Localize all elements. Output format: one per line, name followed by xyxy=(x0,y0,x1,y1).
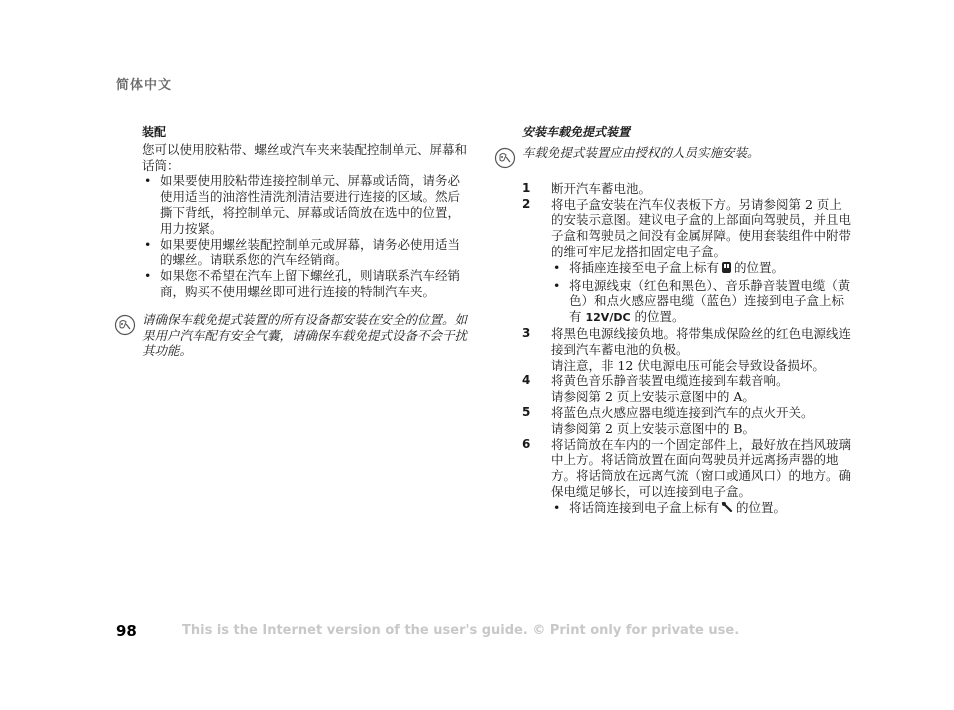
bullet-pre: 将话筒连接到电子盒上标有 xyxy=(569,499,720,515)
step-text: 将黑色电源线接负地。将带集成保险丝的红色电源线连接到汽车蓄电池的负极。 xyxy=(551,325,852,357)
right-column xyxy=(522,125,854,518)
note-text: 车载免提式装置应由授权的人员实施安装。 xyxy=(522,144,760,160)
list-item xyxy=(142,173,472,236)
step-3 xyxy=(522,326,854,373)
internet-version-notice: This is the Internet version of the user's guide. © Print only for private use. xyxy=(182,623,740,638)
step-number: 1 xyxy=(522,180,531,195)
plug-icon xyxy=(721,261,732,278)
bullet-post: 的位置。 xyxy=(734,259,785,275)
safety-note xyxy=(114,312,472,359)
bullet-pre: 将电源线束（红色和黑色）、音乐静音装置电缆（黄色）和点火感应器电缆（蓝色）连接到电子盒上标有 xyxy=(569,277,851,325)
step-extra: 请参阅第 2 页上安装示意图中的 B。 xyxy=(551,420,756,436)
step-text: 将电子盒安装在汽车仪表板下方。另请参阅第 2 页上的安装示意图。建议电子盒的上部面向驾驶员，并且电子盒和驾驶员之间没有金属屏障。使用套装组件中附带的维可牢尼龙搭扣固定电子盒。 xyxy=(551,196,852,259)
mounting-bullet-list xyxy=(142,173,472,299)
note-icon xyxy=(114,314,136,340)
install-steps xyxy=(522,181,854,518)
step-text: 将话筒放在车内的一个固定部件上，最好放在挡风玻璃中上方。将话筒放置在面向驾驶员并远离扬声器的地方。将话筒放在远离气流（窗口或通风口）的地方。确保电缆足够长，可以连接到电子盒。 xyxy=(551,436,852,499)
list-item xyxy=(142,268,472,300)
bullet-marker: • xyxy=(144,268,152,284)
bullet-marker: • xyxy=(553,259,561,275)
bullet-post: 的位置。 xyxy=(634,309,685,325)
mounting-intro: 您可以使用胶粘带、螺丝或汽车夹来装配控制单元、屏幕和话筒： xyxy=(142,141,468,173)
list-item xyxy=(551,260,854,278)
language-header: 简体中文 xyxy=(116,78,173,93)
step-2-bullets xyxy=(551,260,854,326)
step-text: 将蓝色点火感应器电缆连接到汽车的点火开关。 xyxy=(551,404,814,420)
section-title-mounting: 装配 xyxy=(142,125,167,139)
step-5 xyxy=(522,405,854,437)
step-text: 将黄色音乐静音装置电缆连接到车载音响。 xyxy=(551,373,789,389)
step-extra: 请注意，非 12 伏电源电压可能会导致设备损坏。 xyxy=(551,357,825,373)
note-text: 请确保车载免提式装置的所有设备都安装在安全的位置。如果用户汽车配有安全气囊，请确保车载免提式设备不会干扰其功能。 xyxy=(142,311,468,359)
power-label: 12V/DC xyxy=(585,311,631,325)
bullet-text: 如果要使用胶粘带连接控制单元、屏幕或话筒，请务必使用适当的油溶性清洗剂清洁要进行连接的区域。然后撕下背纸，将控制单元、屏幕或话筒放在选中的位置，用力按紧。 xyxy=(160,173,461,236)
note-icon xyxy=(494,147,516,173)
step-2 xyxy=(522,197,854,326)
step-1 xyxy=(522,181,854,197)
bullet-marker: • xyxy=(553,499,561,515)
list-item xyxy=(551,500,854,518)
bullet-marker: • xyxy=(144,173,152,189)
left-column xyxy=(142,125,472,359)
bullet-marker: • xyxy=(553,277,561,293)
section-title-install: 安装车载免提式装置 xyxy=(522,125,631,139)
page-number: 98 xyxy=(116,622,137,640)
step-text: 断开汽车蓄电池。 xyxy=(551,180,652,196)
step-6-bullets xyxy=(551,500,854,518)
step-extra: 请参阅第 2 页上安装示意图中的 A。 xyxy=(551,389,755,405)
step-number: 5 xyxy=(522,404,531,419)
step-number: 6 xyxy=(522,436,531,451)
bullet-post: 的位置。 xyxy=(736,499,787,515)
step-4 xyxy=(522,373,854,405)
bullet-marker: • xyxy=(144,236,152,252)
list-item xyxy=(142,237,472,269)
authorized-install-note xyxy=(494,145,854,171)
bullet-text: 如果您不希望在汽车上留下螺丝孔，则请联系汽车经销商，购买不使用螺丝即可进行连接的特制汽车夹。 xyxy=(160,268,461,299)
step-6 xyxy=(522,437,854,518)
step-number: 2 xyxy=(522,196,531,211)
list-item xyxy=(551,278,854,326)
microphone-icon xyxy=(721,501,734,518)
step-number: 4 xyxy=(522,373,531,388)
step-number: 3 xyxy=(522,325,531,340)
bullet-pre: 将插座连接至电子盒上标有 xyxy=(569,259,720,275)
bullet-text: 如果要使用螺丝装配控制单元或屏幕，请务必使用适当的螺丝。请联系您的汽车经销商。 xyxy=(160,236,461,268)
